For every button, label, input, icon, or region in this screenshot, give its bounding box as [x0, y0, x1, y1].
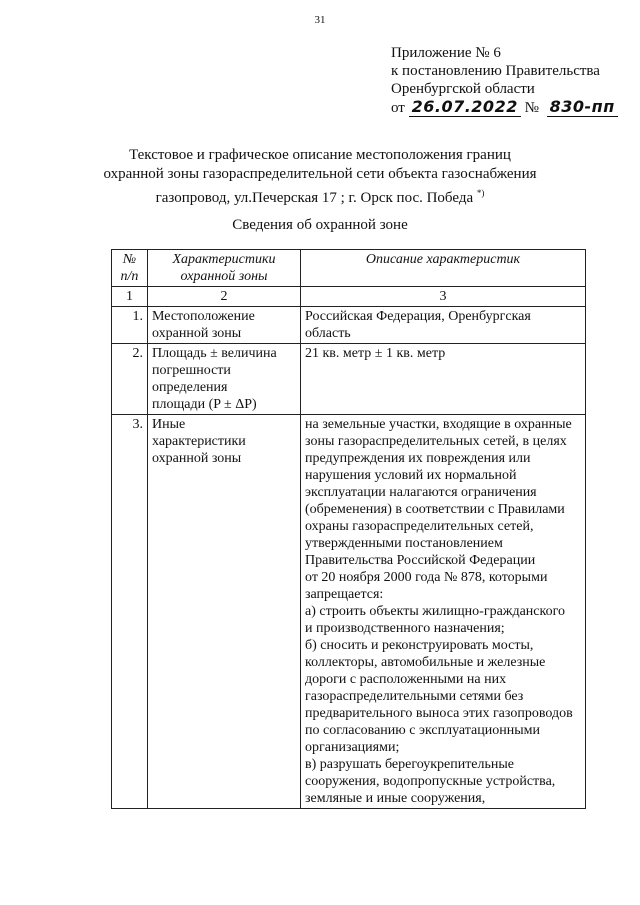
desc-line: (обременения) в соответствии с Правилами	[305, 502, 565, 517]
desc-line: 21 кв. метр ± 1 кв. метр	[305, 346, 446, 361]
char-line: характеристики	[152, 434, 246, 449]
table-row	[112, 415, 586, 809]
desc-line: дороги с расположенными на них	[305, 672, 507, 687]
document-title	[60, 146, 580, 208]
row-characteristic	[148, 344, 301, 415]
header-num-line-1: №	[122, 252, 137, 267]
desc-line: организациями;	[305, 740, 400, 755]
handwritten-date: 26.07.2022	[409, 98, 521, 117]
header-char-line-2: охранной зоны	[180, 269, 268, 284]
index-cell-1: 1	[112, 287, 148, 307]
row-number: 1.	[112, 307, 148, 344]
desc-line: охраны газораспределительных сетей,	[305, 519, 534, 534]
table-header-row	[112, 250, 586, 287]
appendix-line-2: к постановлению Правительства	[391, 63, 600, 79]
desc-line: запрещается:	[305, 587, 384, 602]
desc-line: Российская Федерация, Оренбургская	[305, 309, 531, 324]
desc-line: область	[305, 326, 351, 341]
header-characteristics	[148, 250, 301, 287]
index-cell-3: 3	[301, 287, 586, 307]
header-num-line-2: п/п	[120, 269, 139, 284]
desc-line: нарушения условий их нормальной	[305, 468, 517, 483]
desc-line: газораспределительными сетями без	[305, 689, 524, 704]
row-number: 2.	[112, 344, 148, 415]
zone-info-table	[111, 249, 586, 809]
row-description	[301, 307, 586, 344]
index-row	[112, 287, 586, 307]
char-line: определения	[152, 380, 228, 395]
desc-line: предварительного выноса этих газопроводов	[305, 706, 573, 721]
row-characteristic	[148, 415, 301, 809]
index-cell-2: 2	[148, 287, 301, 307]
appendix-block	[391, 44, 631, 117]
desc-line: б) сносить и реконструировать мосты,	[305, 638, 534, 653]
char-line: Площадь ± величина	[152, 346, 277, 361]
char-line: Иные	[152, 417, 186, 432]
page-number: 31	[314, 14, 326, 26]
char-line: охранной зоны	[152, 326, 242, 341]
desc-line: сооружения, водопропускные устройства,	[305, 774, 556, 789]
section-subtitle: Сведения об охранной зоне	[232, 217, 408, 233]
char-line: погрешности	[152, 363, 231, 378]
table-row	[112, 307, 586, 344]
desc-line: в) разрушать берегоукрепительные	[305, 757, 515, 772]
header-description: Описание характеристик	[301, 250, 586, 287]
row-description	[301, 415, 586, 809]
table-row	[112, 344, 586, 415]
row-characteristic	[148, 307, 301, 344]
header-num	[112, 250, 148, 287]
from-label: от	[391, 100, 405, 116]
desc-line: Правительства Российской Федерации	[305, 553, 536, 568]
handwritten-number: 830-пп	[547, 98, 618, 117]
appendix-line-3: Оренбургской области	[391, 81, 535, 97]
appendix-date-line	[391, 98, 631, 117]
desc-line: на земельные участки, входящие в охранные	[305, 417, 572, 432]
desc-line: зоны газораспределительных сетей, в целях	[305, 434, 567, 449]
char-line: охранной зоны	[152, 451, 242, 466]
header-char-line-1: Характеристики	[172, 252, 276, 267]
desc-line: земляные и иные сооружения,	[305, 791, 486, 806]
char-line: Местоположение	[152, 309, 255, 324]
desc-line: от 20 ноября 2000 года № 878, которыми	[305, 570, 548, 585]
row-description	[301, 344, 586, 415]
char-line: площади (P ± ΔP)	[152, 397, 257, 412]
desc-line: коллекторы, автомобильные и железные	[305, 655, 546, 670]
title-line-3-text: газопровод, ул.Печерская 17 ; г. Орск пос. Победа	[155, 190, 474, 206]
desc-line: и производственного назначения;	[305, 621, 505, 636]
number-label: №	[524, 100, 539, 116]
desc-line: а) строить объекты жилищно-гражданского	[305, 604, 565, 619]
row-number: 3.	[112, 415, 148, 809]
desc-line: утвержденными постановлением	[305, 536, 503, 551]
title-line-3	[60, 184, 580, 208]
title-line-2: охранной зоны газораспределительной сети объекта газоснабжения	[103, 166, 537, 182]
appendix-line-1: Приложение № 6	[391, 45, 501, 61]
desc-line: предупреждения их повреждения или	[305, 451, 531, 466]
desc-line: по согласованию с эксплуатационными	[305, 723, 540, 738]
footnote-mark: *)	[476, 188, 485, 198]
desc-line: эксплуатации налагаются ограничения	[305, 485, 537, 500]
title-line-1: Текстовое и графическое описание местоположения границ	[129, 147, 511, 163]
